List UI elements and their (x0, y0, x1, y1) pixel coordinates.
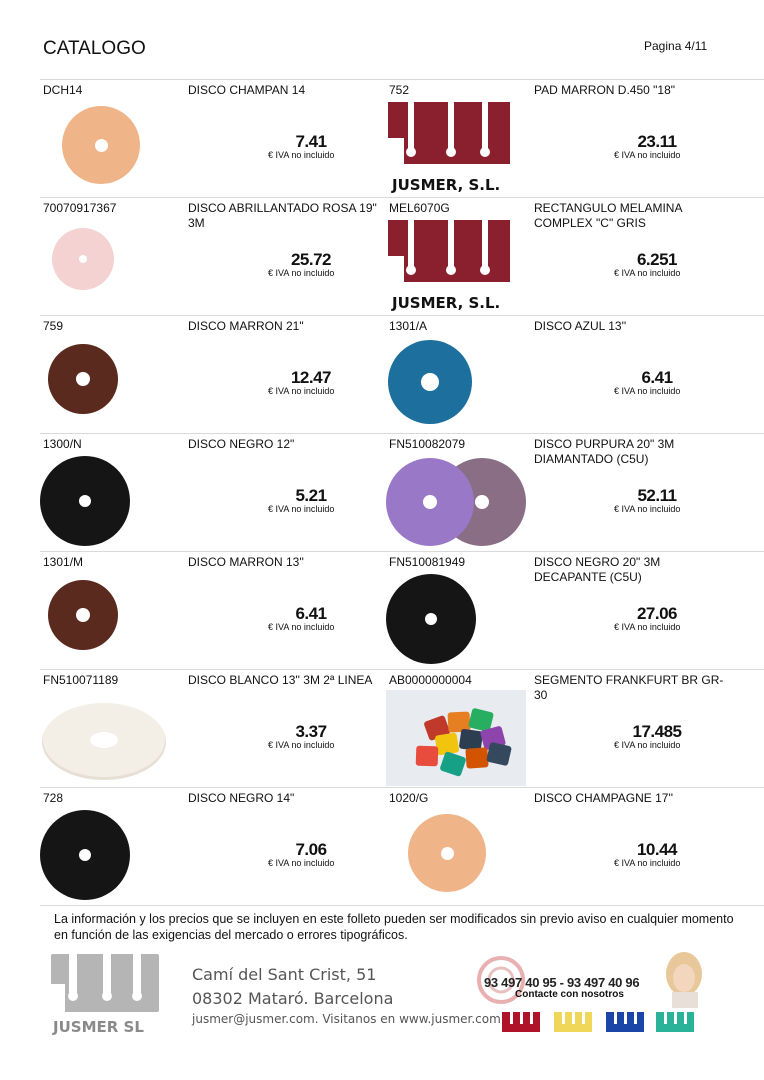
iva-note: € IVA no incluido (614, 268, 681, 278)
iva-note: € IVA no incluido (614, 386, 681, 396)
product-image (386, 572, 526, 668)
disclaimer-text: La información y los precios que se incluyen en este folleto pueden ser modificados sin previo aviso en cualquier momento en función de las exigencias del mercado o errores tipográficos. (54, 912, 734, 942)
iva-note: € IVA no incluido (268, 858, 335, 868)
iva-note: € IVA no incluido (614, 150, 681, 160)
product-card (386, 316, 732, 433)
product-price: 5.21 (295, 486, 327, 505)
product-card (40, 316, 386, 433)
product-price: 27.06 (636, 604, 678, 623)
product-card (40, 788, 386, 905)
product-image (40, 336, 180, 432)
jusmer-logo (386, 100, 526, 196)
product-image (386, 690, 526, 786)
product-image (40, 808, 180, 904)
contact-label: Contacte con nosotros (515, 989, 624, 1000)
product-code: 759 (43, 319, 64, 333)
product-price: 12.47 (290, 368, 332, 387)
product-name: DISCO NEGRO 20" 3M DECAPANTE (C5U) (534, 555, 661, 584)
page-title: CATALOGO (43, 38, 146, 59)
product-price: 17.485 (632, 722, 682, 741)
product-name: DISCO NEGRO 12" (188, 437, 295, 451)
product-price: 7.41 (295, 132, 327, 151)
product-row (40, 552, 764, 670)
product-price: 23.11 (637, 132, 677, 151)
product-name: RECTANGULO MELAMINA COMPLEX "C" GRIS (534, 201, 682, 230)
product-name: DISCO NEGRO 14" (188, 791, 295, 805)
product-card (386, 552, 732, 669)
product-card (386, 434, 732, 551)
product-code: 728 (43, 791, 64, 805)
product-image (40, 100, 180, 196)
product-code: 1301/M (43, 555, 84, 569)
product-name: PAD MARRON D.450 "18" (534, 83, 676, 97)
product-card (40, 552, 386, 669)
footer-brand-text: JUSMER SL (53, 1018, 144, 1036)
product-code: FN510081949 (389, 555, 466, 569)
email-web-line: jusmer@jusmer.com. Visitanos en www.jusmer.com (192, 1012, 501, 1026)
iva-note: € IVA no incluido (268, 150, 335, 160)
product-name: DISCO AZUL 13'' (534, 319, 627, 333)
product-price: 6.41 (641, 368, 673, 387)
product-code: FN510082079 (389, 437, 466, 451)
product-row (40, 788, 764, 906)
product-code: 1020/G (389, 791, 429, 805)
product-image (40, 690, 180, 786)
product-row (40, 80, 764, 198)
product-row (40, 198, 764, 316)
product-code: FN510071189 (43, 673, 119, 687)
product-card (386, 198, 732, 315)
product-row (40, 434, 764, 552)
product-image (40, 454, 180, 550)
product-card (40, 198, 386, 315)
product-code: 752 (389, 83, 410, 97)
product-name: DISCO CHAMPAN 14 (188, 83, 306, 97)
product-name: DISCO MARRON 21" (188, 319, 304, 333)
product-code: 1301/A (389, 319, 428, 333)
product-card (40, 434, 386, 551)
product-card (386, 670, 732, 787)
product-image (386, 454, 526, 550)
product-image (40, 218, 180, 314)
iva-note: € IVA no incluido (268, 504, 335, 514)
color-logos (502, 1010, 702, 1034)
iva-note: € IVA no incluido (614, 622, 681, 632)
phone-numbers: 93 497 40 95 - 93 497 40 96 (484, 975, 640, 990)
product-row (40, 316, 764, 434)
product-price: 52.11 (637, 486, 677, 505)
product-price: 6.41 (295, 604, 327, 623)
product-price: 7.06 (295, 840, 327, 859)
logo-text: JUSMER, S.L. (392, 176, 501, 194)
product-image (386, 808, 526, 904)
product-row (40, 670, 764, 788)
product-name: DISCO BLANCO 13'' 3M 2ª LINEA (188, 673, 373, 687)
operator-photo (652, 948, 712, 1008)
product-price: 3.37 (295, 722, 327, 741)
product-image (386, 336, 526, 432)
address-line-2: 08302 Mataró. Barcelona (192, 989, 394, 1008)
product-image (40, 572, 180, 668)
product-name: DISCO MARRON 13'' (188, 555, 304, 569)
jusmer-logo (386, 218, 526, 314)
product-code: 1300/N (43, 437, 82, 451)
iva-note: € IVA no incluido (268, 268, 335, 278)
product-card (40, 670, 386, 787)
product-price: 10.44 (636, 840, 678, 859)
footer-logo (45, 950, 165, 1040)
product-card (386, 80, 732, 197)
product-code: 70070917367 (43, 201, 117, 215)
product-code: MEL6070G (389, 201, 450, 215)
page-number: Pagina 4/11 (644, 39, 708, 53)
iva-note: € IVA no incluido (614, 504, 681, 514)
product-name: DISCO PURPURA 20" 3M DIAMANTADO (C5U) (534, 437, 675, 466)
product-price: 25.72 (290, 250, 332, 269)
iva-note: € IVA no incluido (268, 386, 335, 396)
product-card (40, 80, 386, 197)
iva-note: € IVA no incluido (268, 740, 335, 750)
product-price: 6.251 (636, 250, 678, 269)
logo-text: JUSMER, S.L. (392, 294, 501, 312)
iva-note: € IVA no incluido (268, 622, 335, 632)
iva-note: € IVA no incluido (614, 858, 681, 868)
product-name: SEGMENTO FRANKFURT BR GR-30 (534, 673, 724, 702)
product-name: DISCO ABRILLANTADO ROSA 19" 3M (188, 201, 377, 230)
product-card (386, 788, 732, 905)
iva-note: € IVA no incluido (614, 740, 681, 750)
product-grid (40, 80, 764, 906)
address-line-1: Camí del Sant Crist, 51 (192, 965, 377, 984)
product-code: DCH14 (43, 83, 83, 97)
product-code: AB0000000004 (389, 673, 472, 687)
product-name: DISCO CHAMPAGNE 17'' (534, 791, 674, 805)
